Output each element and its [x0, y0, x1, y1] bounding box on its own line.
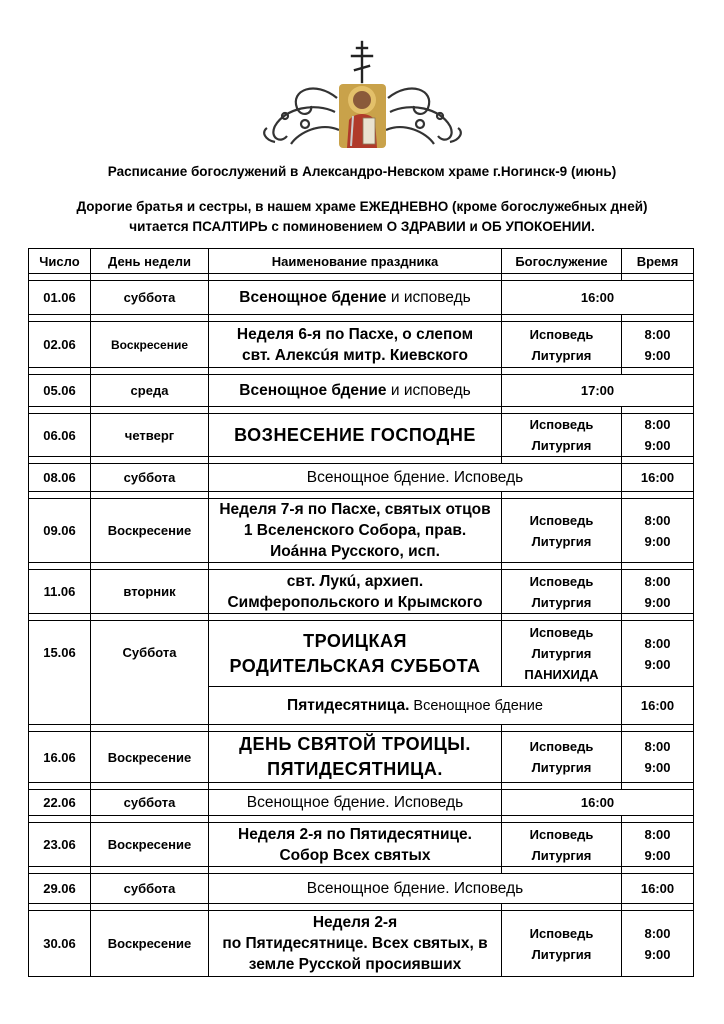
table-row [29, 790, 694, 816]
row-feast: ТРОИЦКАЯ РОДИТЕЛЬСКАЯ СУББОТА [209, 621, 502, 687]
row-day: суббота [91, 464, 209, 492]
table-row [29, 375, 694, 407]
row-feast: Неделя 6-я по Пасхе, о слепом свт. Алексúя митр. Киевского [209, 322, 502, 368]
row-feast: свт. Лукú, архиеп. Симферопольского и Крымского [209, 570, 502, 614]
row-date: 02.06 [29, 322, 91, 368]
row-date: 16.06 [29, 732, 91, 783]
row-date: 11.06 [29, 570, 91, 614]
row-feast: Всенощное бдение и исповедь [209, 281, 502, 315]
row-date: 09.06 [29, 499, 91, 563]
row-date: 30.06 [29, 911, 91, 977]
row-day: Воскресение [91, 322, 209, 368]
row-time: 17:00 [502, 375, 694, 407]
row-date: 01.06 [29, 281, 91, 315]
table-row [29, 322, 694, 368]
intro-text [30, 197, 694, 237]
row-date: 23.06 [29, 823, 91, 867]
row-service: Исповедь Литургия [502, 570, 622, 614]
row-service: Исповедь Литургия [502, 732, 622, 783]
table-row [29, 414, 694, 457]
row-day: четверг [91, 414, 209, 457]
row-feast: Всенощное бдение. Исповедь [209, 790, 502, 816]
row-date: 22.06 [29, 790, 91, 816]
row-date: 05.06 [29, 375, 91, 407]
intro-line-2: читается ПСАЛТИРЬ с поминовением О ЗДРАВИИ и ОБ УПОКОЕНИИ. [129, 219, 595, 234]
row-time: 16:00 [502, 281, 694, 315]
table-row [29, 621, 694, 687]
table-header-row [29, 249, 694, 274]
row-feast-vigil: Пятидесятница. Всенощное бдение [209, 687, 622, 725]
row-day: вторник [91, 570, 209, 614]
row-time: 16:00 [622, 687, 694, 725]
row-time: 8:00 9:00 [622, 823, 694, 867]
row-service: Исповедь Литургия [502, 499, 622, 563]
header-name: Наименование праздника [209, 249, 502, 274]
row-feast: Всенощное бдение. Исповедь [209, 874, 622, 904]
table-row [29, 464, 694, 492]
row-feast: Всенощное бдение. Исповедь [209, 464, 622, 492]
row-day: Воскресение [91, 911, 209, 977]
row-time: 8:00 9:00 [622, 322, 694, 368]
row-day: Воскресение [91, 732, 209, 783]
schedule-table [28, 248, 694, 977]
row-day: суббота [91, 281, 209, 315]
header-day: День недели [91, 249, 209, 274]
row-day: Суббота [91, 621, 209, 725]
row-date: 29.06 [29, 874, 91, 904]
row-feast: Неделя 2-я по Пятидесятнице. Собор Всех святых [209, 823, 502, 867]
table-row [29, 732, 694, 783]
intro-line-1: Дорогие братья и сестры, в нашем храме ЕЖЕДНЕВНО (кроме богослужебных дней) [76, 199, 648, 214]
row-service: Исповедь Литургия ПАНИХИДА [502, 621, 622, 687]
orthodox-cross-icon [352, 42, 372, 82]
row-time: 8:00 9:00 [622, 732, 694, 783]
row-day: среда [91, 375, 209, 407]
row-day: суббота [91, 874, 209, 904]
table-row [29, 911, 694, 977]
saint-icon [339, 84, 386, 148]
table-row [29, 823, 694, 867]
row-date: 08.06 [29, 464, 91, 492]
row-service: Исповедь Литургия [502, 414, 622, 457]
row-time: 16:00 [622, 464, 694, 492]
row-time: 16:00 [502, 790, 694, 816]
table-row [29, 281, 694, 315]
row-time: 8:00 9:00 [622, 499, 694, 563]
row-feast: ДЕНЬ СВЯТОЙ ТРОИЦЫ. ПЯТИДЕСЯТНИЦА. [209, 732, 502, 783]
church-emblem [255, 40, 470, 155]
row-date: 15.06 [29, 621, 91, 725]
right-ornament-icon [386, 89, 461, 144]
row-time: 8:00 9:00 [622, 414, 694, 457]
table-row [29, 499, 694, 563]
table-row [29, 570, 694, 614]
row-service: Исповедь Литургия [502, 911, 622, 977]
row-service: Исповедь Литургия [502, 823, 622, 867]
row-day: суббота [91, 790, 209, 816]
row-feast: Неделя 7-я по Пасхе, святых отцов 1 Вселенского Собора, прав. Иоáнна Русского, исп. [209, 499, 502, 563]
row-service: Исповедь Литургия [502, 322, 622, 368]
table-row [29, 874, 694, 904]
row-feast: ВОЗНЕСЕНИЕ ГОСПОДНЕ [209, 414, 502, 457]
left-ornament-icon [264, 89, 339, 144]
row-day: Воскресение [91, 823, 209, 867]
row-day: Воскресение [91, 499, 209, 563]
header-service: Богослужение [502, 249, 622, 274]
row-time: 16:00 [622, 874, 694, 904]
header-time: Время [622, 249, 694, 274]
row-feast: Неделя 2-я по Пятидесятнице. Всех святых, в земле Русской просиявших [209, 911, 502, 977]
row-time: 8:00 9:00 [622, 570, 694, 614]
header-date: Число [29, 249, 91, 274]
page-title: Расписание богослужений в Александро-Невском храме г.Ногинск-9 (июнь) [107, 164, 617, 179]
row-time: 8:00 9:00 [622, 911, 694, 977]
row-time: 8:00 9:00 [622, 621, 694, 687]
row-date: 06.06 [29, 414, 91, 457]
row-feast: Всенощное бдение и исповедь [209, 375, 502, 407]
